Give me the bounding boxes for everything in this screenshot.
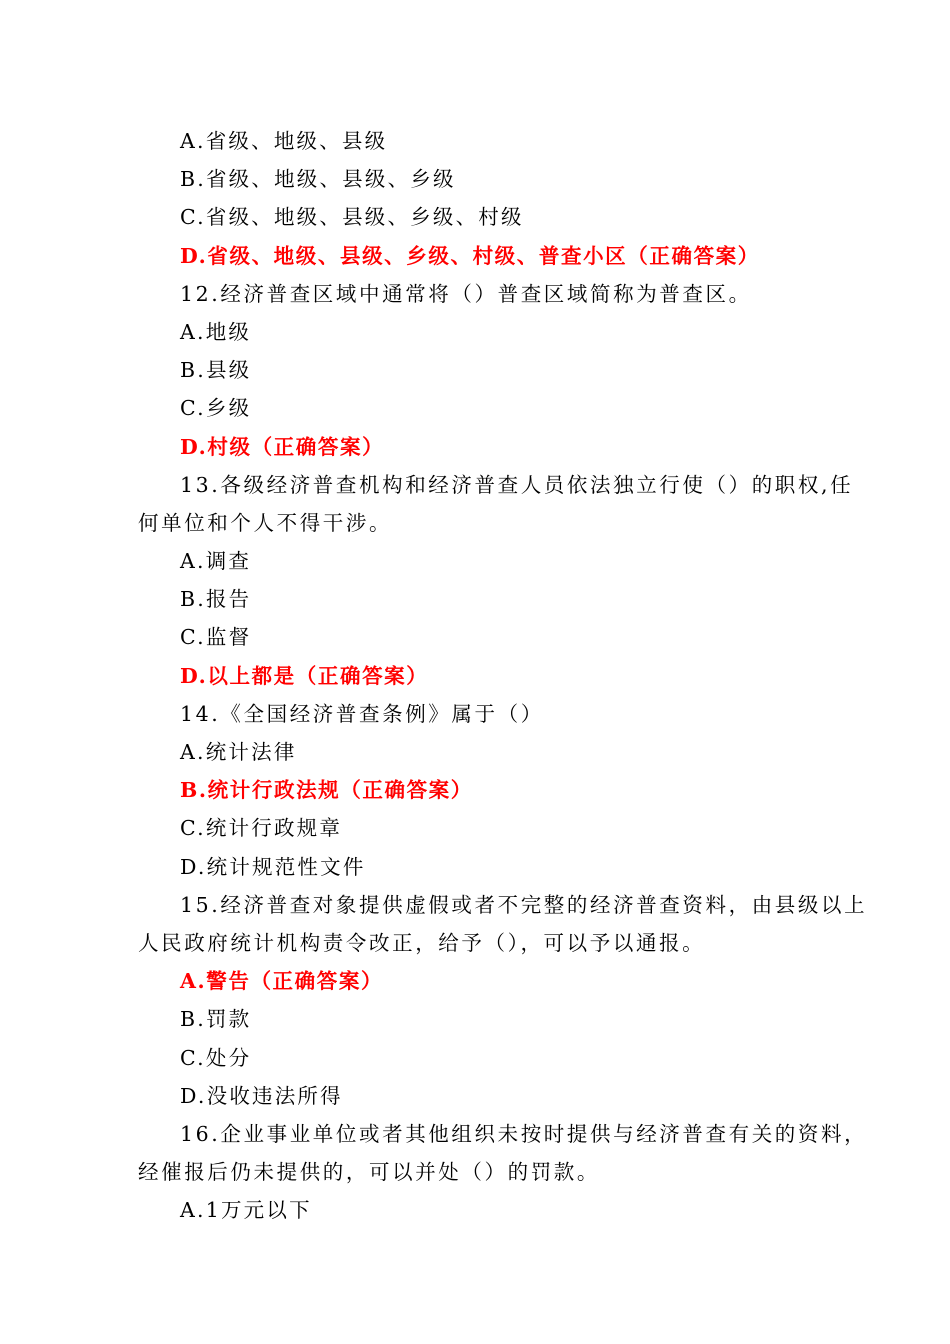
option-c-q11: C.省级、地级、县级、乡级、村级 <box>180 205 524 230</box>
option-a-q13: A.调查 <box>180 549 252 574</box>
question-16-continuation: 经催报后仍未提供的，可以并处（）的罚款。 <box>138 1160 600 1185</box>
option-a-q12: A.地级 <box>180 319 252 344</box>
option-c-q12: C.乡级 <box>180 396 252 421</box>
option-a-q14: A.统计法律 <box>180 740 297 764</box>
question-12: 12.经济普查区域中通常将（）普查区域简称为普查区。 <box>180 281 752 306</box>
question-16: 16.企业事业单位或者其他组织未按时提供与经济普查有关的资料， <box>180 1121 868 1146</box>
option-b-q14-correct: B.统计行政法规（正确答案） <box>180 778 473 803</box>
question-13: 13.各级经济普查机构和经济普查人员依法独立行使（）的职权,任 <box>180 472 854 497</box>
option-d-q11-correct: D.省级、地级、县级、乡级、村级、普查小区（正确答案） <box>180 243 760 268</box>
option-b-q15: B.罚款 <box>180 1007 252 1032</box>
option-d-q12-correct: D.村级（正确答案） <box>180 434 385 459</box>
option-c-q15: C.处分 <box>180 1045 252 1070</box>
option-c-q13: C.监督 <box>180 625 252 650</box>
option-a-q11: A.省级、地级、县级 <box>180 129 388 153</box>
option-a-q15-correct: A.警告（正确答案） <box>180 969 384 994</box>
question-13-continuation: 何单位和个人不得干涉。 <box>138 510 393 535</box>
option-d-q15: D.没收违法所得 <box>180 1083 343 1108</box>
option-b-q11: B.省级、地级、县级、乡级 <box>180 167 456 192</box>
option-d-q13-correct: D.以上都是（正确答案） <box>180 663 429 688</box>
question-15-continuation: 人民政府统计机构责令改正，给予（），可以予以通报。 <box>138 930 706 955</box>
document-content <box>138 122 868 1229</box>
option-a-q16: A.1万元以下 <box>180 1198 312 1223</box>
option-c-q14: C.统计行政规章 <box>180 816 343 841</box>
option-d-q14: D.统计规范性文件 <box>180 854 366 879</box>
option-b-q13: B.报告 <box>180 587 252 612</box>
option-b-q12: B.县级 <box>180 358 252 383</box>
question-14: 14.《全国经济普查条例》属于（） <box>180 701 544 726</box>
question-15: 15.经济普查对象提供虚假或者不完整的经济普查资料，由县级以上 <box>180 892 868 917</box>
